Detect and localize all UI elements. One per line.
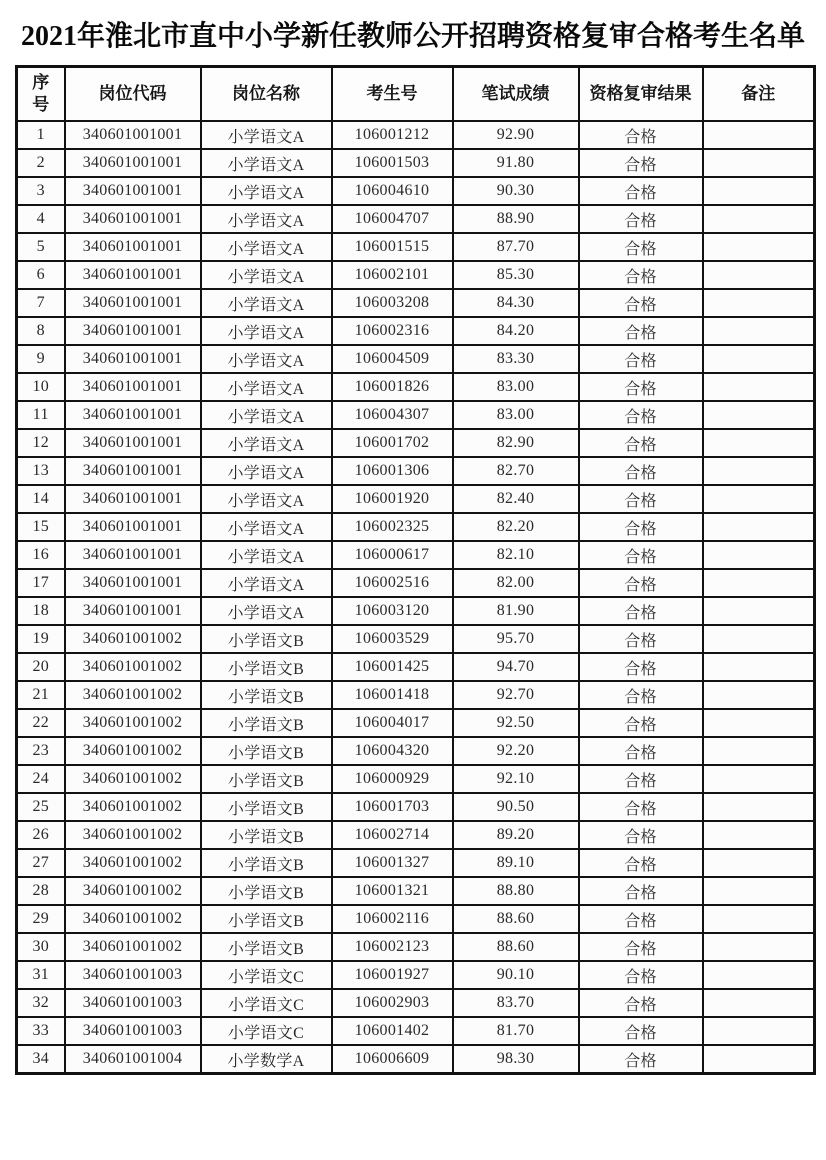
cell-post-code: 340601001001 [65, 205, 201, 233]
cell-post-code: 340601001001 [65, 149, 201, 177]
cell-index: 12 [17, 429, 65, 457]
table-row [17, 709, 815, 737]
cell-index: 9 [17, 345, 65, 373]
cell-post-code: 340601001002 [65, 821, 201, 849]
cell-exam-number: 106001826 [332, 373, 453, 401]
cell-post-code: 340601001001 [65, 233, 201, 261]
table-row [17, 793, 815, 821]
cell-post-name: 小学语文A [201, 485, 332, 513]
cell-post-name: 小学语文A [201, 457, 332, 485]
cell-review-result: 合格 [579, 1017, 703, 1045]
cell-post-name: 小学语文A [201, 233, 332, 261]
cell-exam-score: 82.40 [453, 485, 579, 513]
cell-exam-score: 84.20 [453, 317, 579, 345]
cell-post-code: 340601001002 [65, 849, 201, 877]
cell-exam-number: 106002325 [332, 513, 453, 541]
cell-exam-number: 106003529 [332, 625, 453, 653]
cell-post-code: 340601001001 [65, 121, 201, 149]
cell-review-result: 合格 [579, 457, 703, 485]
table-row [17, 625, 815, 653]
cell-index: 27 [17, 849, 65, 877]
page-title: 2021年淮北市直中小学新任教师公开招聘资格复审合格考生名单 [20, 21, 805, 52]
cell-index: 7 [17, 289, 65, 317]
cell-post-name: 小学语文B [201, 709, 332, 737]
cell-remark [703, 289, 815, 317]
table-row [17, 121, 815, 149]
cell-exam-score: 91.80 [453, 149, 579, 177]
cell-post-code: 340601001001 [65, 485, 201, 513]
cell-remark [703, 877, 815, 905]
cell-index: 1 [17, 121, 65, 149]
cell-index: 22 [17, 709, 65, 737]
cell-post-code: 340601001003 [65, 989, 201, 1017]
cell-post-name: 小学语文A [201, 401, 332, 429]
cell-post-name: 小学数学A [201, 1045, 332, 1074]
cell-post-code: 340601001002 [65, 681, 201, 709]
cell-remark [703, 345, 815, 373]
cell-remark [703, 1017, 815, 1045]
cell-remark [703, 821, 815, 849]
cell-remark [703, 793, 815, 821]
cell-exam-score: 92.50 [453, 709, 579, 737]
cell-exam-number: 106002116 [332, 905, 453, 933]
cell-exam-number: 106001212 [332, 121, 453, 149]
cell-exam-score: 88.80 [453, 877, 579, 905]
cell-exam-number: 106001927 [332, 961, 453, 989]
cell-exam-score: 92.90 [453, 121, 579, 149]
cell-review-result: 合格 [579, 317, 703, 345]
cell-index: 8 [17, 317, 65, 345]
table-row [17, 1017, 815, 1045]
cell-index: 14 [17, 485, 65, 513]
cell-post-code: 340601001003 [65, 1017, 201, 1045]
cell-post-code: 340601001002 [65, 877, 201, 905]
cell-remark [703, 989, 815, 1017]
table-row [17, 905, 815, 933]
cell-index: 5 [17, 233, 65, 261]
cell-post-name: 小学语文A [201, 177, 332, 205]
cell-index: 25 [17, 793, 65, 821]
cell-exam-score: 84.30 [453, 289, 579, 317]
cell-post-code: 340601001002 [65, 765, 201, 793]
cell-exam-number: 106001702 [332, 429, 453, 457]
cell-exam-number: 106001503 [332, 149, 453, 177]
cell-review-result: 合格 [579, 653, 703, 681]
cell-post-code: 340601001002 [65, 709, 201, 737]
cell-remark [703, 317, 815, 345]
table-row [17, 653, 815, 681]
table-row [17, 373, 815, 401]
cell-post-name: 小学语文B [201, 737, 332, 765]
cell-post-name: 小学语文B [201, 653, 332, 681]
cell-review-result: 合格 [579, 877, 703, 905]
cell-remark [703, 653, 815, 681]
cell-index: 32 [17, 989, 65, 1017]
cell-index: 2 [17, 149, 65, 177]
cell-review-result: 合格 [579, 765, 703, 793]
cell-post-code: 340601001001 [65, 261, 201, 289]
cell-post-name: 小学语文B [201, 905, 332, 933]
cell-exam-number: 106003208 [332, 289, 453, 317]
cell-index: 17 [17, 569, 65, 597]
cell-review-result: 合格 [579, 905, 703, 933]
cell-post-name: 小学语文B [201, 877, 332, 905]
cell-index: 20 [17, 653, 65, 681]
cell-index: 26 [17, 821, 65, 849]
table-header-row [17, 67, 815, 122]
cell-post-code: 340601001002 [65, 905, 201, 933]
cell-exam-score: 82.00 [453, 569, 579, 597]
cell-exam-number: 106001703 [332, 793, 453, 821]
table-row [17, 933, 815, 961]
cell-post-name: 小学语文B [201, 821, 332, 849]
cell-remark [703, 905, 815, 933]
cell-exam-score: 88.90 [453, 205, 579, 233]
cell-review-result: 合格 [579, 793, 703, 821]
cell-exam-number: 106001425 [332, 653, 453, 681]
cell-review-result: 合格 [579, 737, 703, 765]
cell-post-name: 小学语文C [201, 1017, 332, 1045]
cell-review-result: 合格 [579, 345, 703, 373]
cell-post-code: 340601001001 [65, 317, 201, 345]
table-row [17, 513, 815, 541]
cell-post-code: 340601001001 [65, 541, 201, 569]
table-row [17, 877, 815, 905]
cell-post-name: 小学语文A [201, 149, 332, 177]
header-exam-score: 笔试成绩 [453, 67, 579, 122]
cell-exam-number: 106001327 [332, 849, 453, 877]
cell-post-name: 小学语文A [201, 569, 332, 597]
cell-remark [703, 961, 815, 989]
cell-post-name: 小学语文A [201, 121, 332, 149]
table-row [17, 849, 815, 877]
cell-review-result: 合格 [579, 513, 703, 541]
candidate-table [15, 65, 816, 1075]
cell-exam-score: 83.30 [453, 345, 579, 373]
table-row [17, 961, 815, 989]
cell-index: 21 [17, 681, 65, 709]
table-row [17, 765, 815, 793]
cell-remark [703, 205, 815, 233]
cell-post-name: 小学语文B [201, 625, 332, 653]
table-row [17, 149, 815, 177]
cell-post-name: 小学语文A [201, 513, 332, 541]
cell-post-code: 340601001001 [65, 569, 201, 597]
cell-exam-number: 106004320 [332, 737, 453, 765]
cell-post-name: 小学语文A [201, 345, 332, 373]
table-row [17, 261, 815, 289]
header-remark: 备注 [703, 67, 815, 122]
cell-exam-score: 92.20 [453, 737, 579, 765]
cell-review-result: 合格 [579, 569, 703, 597]
cell-post-code: 340601001002 [65, 933, 201, 961]
cell-review-result: 合格 [579, 373, 703, 401]
cell-index: 15 [17, 513, 65, 541]
table-row [17, 289, 815, 317]
cell-remark [703, 401, 815, 429]
cell-post-code: 340601001001 [65, 513, 201, 541]
cell-index: 29 [17, 905, 65, 933]
cell-index: 11 [17, 401, 65, 429]
cell-remark [703, 261, 815, 289]
cell-exam-number: 106000929 [332, 765, 453, 793]
cell-exam-score: 81.90 [453, 597, 579, 625]
table-row [17, 401, 815, 429]
cell-review-result: 合格 [579, 1045, 703, 1074]
cell-exam-number: 106001515 [332, 233, 453, 261]
cell-review-result: 合格 [579, 961, 703, 989]
cell-remark [703, 1045, 815, 1074]
cell-exam-score: 83.70 [453, 989, 579, 1017]
cell-exam-number: 106004509 [332, 345, 453, 373]
cell-post-name: 小学语文B [201, 933, 332, 961]
cell-remark [703, 457, 815, 485]
table-row [17, 597, 815, 625]
cell-index: 19 [17, 625, 65, 653]
cell-post-name: 小学语文B [201, 849, 332, 877]
cell-exam-number: 106004707 [332, 205, 453, 233]
table-row [17, 485, 815, 513]
cell-exam-number: 106004017 [332, 709, 453, 737]
cell-review-result: 合格 [579, 401, 703, 429]
cell-exam-number: 106001418 [332, 681, 453, 709]
cell-exam-score: 92.10 [453, 765, 579, 793]
cell-exam-score: 82.90 [453, 429, 579, 457]
table-row [17, 457, 815, 485]
cell-index: 3 [17, 177, 65, 205]
cell-exam-score: 90.10 [453, 961, 579, 989]
cell-review-result: 合格 [579, 821, 703, 849]
cell-exam-score: 82.70 [453, 457, 579, 485]
cell-review-result: 合格 [579, 429, 703, 457]
cell-remark [703, 485, 815, 513]
cell-index: 13 [17, 457, 65, 485]
cell-post-code: 340601001001 [65, 597, 201, 625]
cell-exam-number: 106001321 [332, 877, 453, 905]
cell-review-result: 合格 [579, 625, 703, 653]
cell-post-code: 340601001003 [65, 961, 201, 989]
cell-post-name: 小学语文A [201, 373, 332, 401]
cell-exam-number: 106001402 [332, 1017, 453, 1045]
cell-remark [703, 149, 815, 177]
cell-review-result: 合格 [579, 121, 703, 149]
cell-remark [703, 429, 815, 457]
cell-review-result: 合格 [579, 681, 703, 709]
cell-review-result: 合格 [579, 149, 703, 177]
cell-exam-score: 89.20 [453, 821, 579, 849]
cell-index: 24 [17, 765, 65, 793]
cell-index: 31 [17, 961, 65, 989]
table-row [17, 345, 815, 373]
header-index: 序号 [17, 67, 65, 122]
cell-remark [703, 597, 815, 625]
cell-exam-number: 106006609 [332, 1045, 453, 1074]
cell-review-result: 合格 [579, 205, 703, 233]
cell-review-result: 合格 [579, 849, 703, 877]
cell-post-code: 340601001001 [65, 345, 201, 373]
cell-exam-score: 85.30 [453, 261, 579, 289]
cell-review-result: 合格 [579, 933, 703, 961]
cell-review-result: 合格 [579, 709, 703, 737]
cell-review-result: 合格 [579, 233, 703, 261]
cell-review-result: 合格 [579, 289, 703, 317]
cell-exam-number: 106002516 [332, 569, 453, 597]
cell-exam-score: 90.30 [453, 177, 579, 205]
table-row [17, 989, 815, 1017]
cell-index: 16 [17, 541, 65, 569]
header-exam-number: 考生号 [332, 67, 453, 122]
cell-index: 6 [17, 261, 65, 289]
cell-exam-score: 98.30 [453, 1045, 579, 1074]
cell-exam-number: 106002316 [332, 317, 453, 345]
cell-remark [703, 233, 815, 261]
cell-remark [703, 373, 815, 401]
cell-exam-number: 106000617 [332, 541, 453, 569]
cell-post-name: 小学语文C [201, 961, 332, 989]
cell-post-code: 340601001001 [65, 177, 201, 205]
cell-index: 33 [17, 1017, 65, 1045]
cell-exam-score: 92.70 [453, 681, 579, 709]
cell-index: 34 [17, 1045, 65, 1074]
cell-post-code: 340601001001 [65, 401, 201, 429]
cell-post-code: 340601001002 [65, 653, 201, 681]
cell-remark [703, 569, 815, 597]
cell-post-name: 小学语文B [201, 793, 332, 821]
cell-post-code: 340601001004 [65, 1045, 201, 1074]
table-row [17, 317, 815, 345]
table-row [17, 177, 815, 205]
cell-post-code: 340601001001 [65, 289, 201, 317]
cell-exam-number: 106004307 [332, 401, 453, 429]
cell-exam-score: 88.60 [453, 905, 579, 933]
table-row [17, 681, 815, 709]
cell-exam-score: 83.00 [453, 401, 579, 429]
table-row [17, 205, 815, 233]
cell-exam-number: 106002101 [332, 261, 453, 289]
cell-remark [703, 121, 815, 149]
table-row [17, 233, 815, 261]
cell-exam-number: 106002714 [332, 821, 453, 849]
cell-index: 23 [17, 737, 65, 765]
cell-remark [703, 849, 815, 877]
cell-post-code: 340601001001 [65, 457, 201, 485]
cell-exam-score: 95.70 [453, 625, 579, 653]
table-row [17, 429, 815, 457]
cell-post-name: 小学语文A [201, 597, 332, 625]
cell-post-code: 340601001002 [65, 737, 201, 765]
cell-exam-number: 106004610 [332, 177, 453, 205]
cell-exam-number: 106002123 [332, 933, 453, 961]
table-row [17, 821, 815, 849]
cell-exam-score: 90.50 [453, 793, 579, 821]
cell-remark [703, 709, 815, 737]
cell-remark [703, 541, 815, 569]
cell-exam-number: 106001920 [332, 485, 453, 513]
header-post-name: 岗位名称 [201, 67, 332, 122]
cell-exam-number: 106001306 [332, 457, 453, 485]
table-body [17, 121, 815, 1074]
cell-review-result: 合格 [579, 989, 703, 1017]
cell-exam-number: 106003120 [332, 597, 453, 625]
cell-exam-score: 87.70 [453, 233, 579, 261]
cell-remark [703, 765, 815, 793]
header-review-result: 资格复审结果 [579, 67, 703, 122]
cell-remark [703, 737, 815, 765]
cell-remark [703, 177, 815, 205]
cell-post-name: 小学语文A [201, 261, 332, 289]
cell-remark [703, 933, 815, 961]
cell-review-result: 合格 [579, 541, 703, 569]
cell-remark [703, 625, 815, 653]
cell-review-result: 合格 [579, 597, 703, 625]
cell-exam-score: 89.10 [453, 849, 579, 877]
cell-remark [703, 513, 815, 541]
cell-remark [703, 681, 815, 709]
cell-index: 18 [17, 597, 65, 625]
cell-exam-score: 82.10 [453, 541, 579, 569]
cell-index: 30 [17, 933, 65, 961]
cell-exam-score: 81.70 [453, 1017, 579, 1045]
table-row [17, 1045, 815, 1074]
cell-post-name: 小学语文A [201, 317, 332, 345]
cell-review-result: 合格 [579, 485, 703, 513]
cell-post-name: 小学语文A [201, 541, 332, 569]
table-row [17, 737, 815, 765]
cell-post-name: 小学语文A [201, 205, 332, 233]
cell-post-name: 小学语文B [201, 765, 332, 793]
header-post-code: 岗位代码 [65, 67, 201, 122]
table-row [17, 569, 815, 597]
cell-post-name: 小学语文B [201, 681, 332, 709]
cell-post-code: 340601001002 [65, 625, 201, 653]
cell-review-result: 合格 [579, 177, 703, 205]
cell-post-code: 340601001001 [65, 429, 201, 457]
cell-post-name: 小学语文A [201, 429, 332, 457]
cell-index: 4 [17, 205, 65, 233]
cell-index: 10 [17, 373, 65, 401]
cell-exam-score: 94.70 [453, 653, 579, 681]
cell-exam-score: 88.60 [453, 933, 579, 961]
cell-exam-number: 106002903 [332, 989, 453, 1017]
cell-exam-score: 82.20 [453, 513, 579, 541]
table-row [17, 541, 815, 569]
cell-post-name: 小学语文A [201, 289, 332, 317]
cell-post-name: 小学语文C [201, 989, 332, 1017]
cell-review-result: 合格 [579, 261, 703, 289]
cell-post-code: 340601001002 [65, 793, 201, 821]
cell-index: 28 [17, 877, 65, 905]
cell-post-code: 340601001001 [65, 373, 201, 401]
cell-exam-score: 83.00 [453, 373, 579, 401]
